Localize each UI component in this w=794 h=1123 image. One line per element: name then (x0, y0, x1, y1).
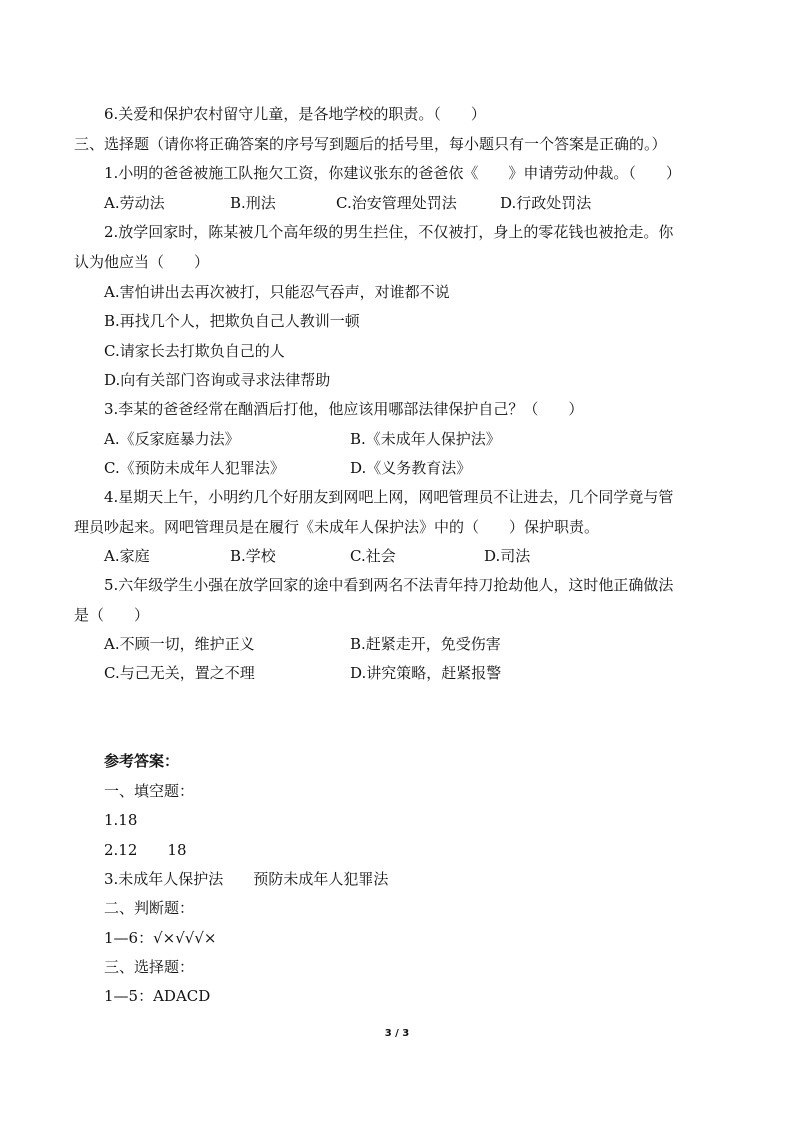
question-4-option-d: D.司法 (484, 547, 531, 565)
question-4-option-b: B.学校 (230, 547, 276, 565)
question-1-stem: 1.小明的爸爸被施工队拖欠工资，你建议张东的爸爸依《 》申请劳动仲裁。（ ） (104, 164, 681, 182)
answers-line: 二、判断题： (104, 899, 195, 917)
question-3-option-d: D.《义务教育法》 (350, 459, 472, 477)
question-1-option-b: B.刑法 (230, 194, 276, 212)
answers-line: 三、选择题： (104, 958, 195, 976)
question-3-option-b: B.《未成年人保护法》 (350, 430, 501, 448)
question-5-stem-cont: 是（ ） (74, 606, 150, 624)
answers-line: 2.12 18 (104, 841, 187, 859)
question-4-option-c: C.社会 (350, 547, 396, 565)
question-5-option-d: D.讲究策略，赶紧报警 (350, 664, 502, 682)
question-2-option-c: C.请家长去打欺负自己的人 (104, 342, 285, 360)
question-2-option-b: B.再找几个人，把欺负自己人教训一顿 (104, 312, 360, 330)
section-3-heading: 三、选择题（请你将正确答案的序号写到题后的括号里，每小题只有一个答案是正确的。） (74, 135, 667, 153)
question-4-option-a: A.家庭 (104, 547, 150, 565)
question-2-option-d: D.向有关部门咨询或寻求法律帮助 (104, 371, 331, 389)
question-5-option-a: A.不顾一切，维护正义 (104, 635, 255, 653)
answers-line: 一、填空题： (104, 782, 195, 800)
question-3-stem: 3.李某的爸爸经常在酗酒后打他，他应该用哪部法律保护自己？（ ） (104, 400, 584, 418)
answers-line: 1—6：√×√√√× (104, 929, 217, 947)
answers-line: 1.18 (104, 811, 138, 829)
question-3-option-c: C.《预防未成年人犯罪法》 (104, 459, 285, 477)
question-2-stem-cont: 认为他应当（ ） (74, 253, 210, 271)
question-5-stem: 5.六年级学生小强在放学回家的途中看到两名不法青年持刀抢劫他人，这时他正确做法 (104, 576, 674, 594)
answers-line: 1—5：ADACD (104, 987, 211, 1005)
question-2-option-a: A.害怕讲出去再次被打，只能忍气吞声，对谁都不说 (104, 283, 450, 301)
question-3-option-a: A.《反家庭暴力法》 (104, 430, 240, 448)
question-2-stem: 2.放学回家时，陈某被几个高年级的男生拦住，不仅被打，身上的零花钱也被抢走。你 (104, 223, 674, 241)
question-5-option-c: C.与己无关，置之不理 (104, 664, 255, 682)
answers-line: 3.未成年人保护法 预防未成年人犯罪法 (104, 870, 389, 888)
question-1-option-a: A.劳动法 (104, 194, 165, 212)
question-4-stem-cont: 理员吵起来。网吧管理员是在履行《未成年人保护法》中的（ ）保护职责。 (74, 518, 600, 536)
page-number: 3 / 3 (384, 1028, 410, 1039)
question-1-option-c: C.治安管理处罚法 (336, 194, 457, 212)
question-1-option-d: D.行政处罚法 (500, 194, 592, 212)
answers-title: 参考答案： (104, 752, 180, 770)
question-5-option-b: B.赶紧走开，免受伤害 (350, 635, 501, 653)
judge-item-6: 6.关爱和保护农村留守儿童，是各地学校的职责。（ ） (104, 105, 486, 123)
question-4-stem: 4.星期天上午，小明约几个好朋友到网吧上网，网吧管理员不让进去，几个同学竟与管 (104, 488, 674, 506)
